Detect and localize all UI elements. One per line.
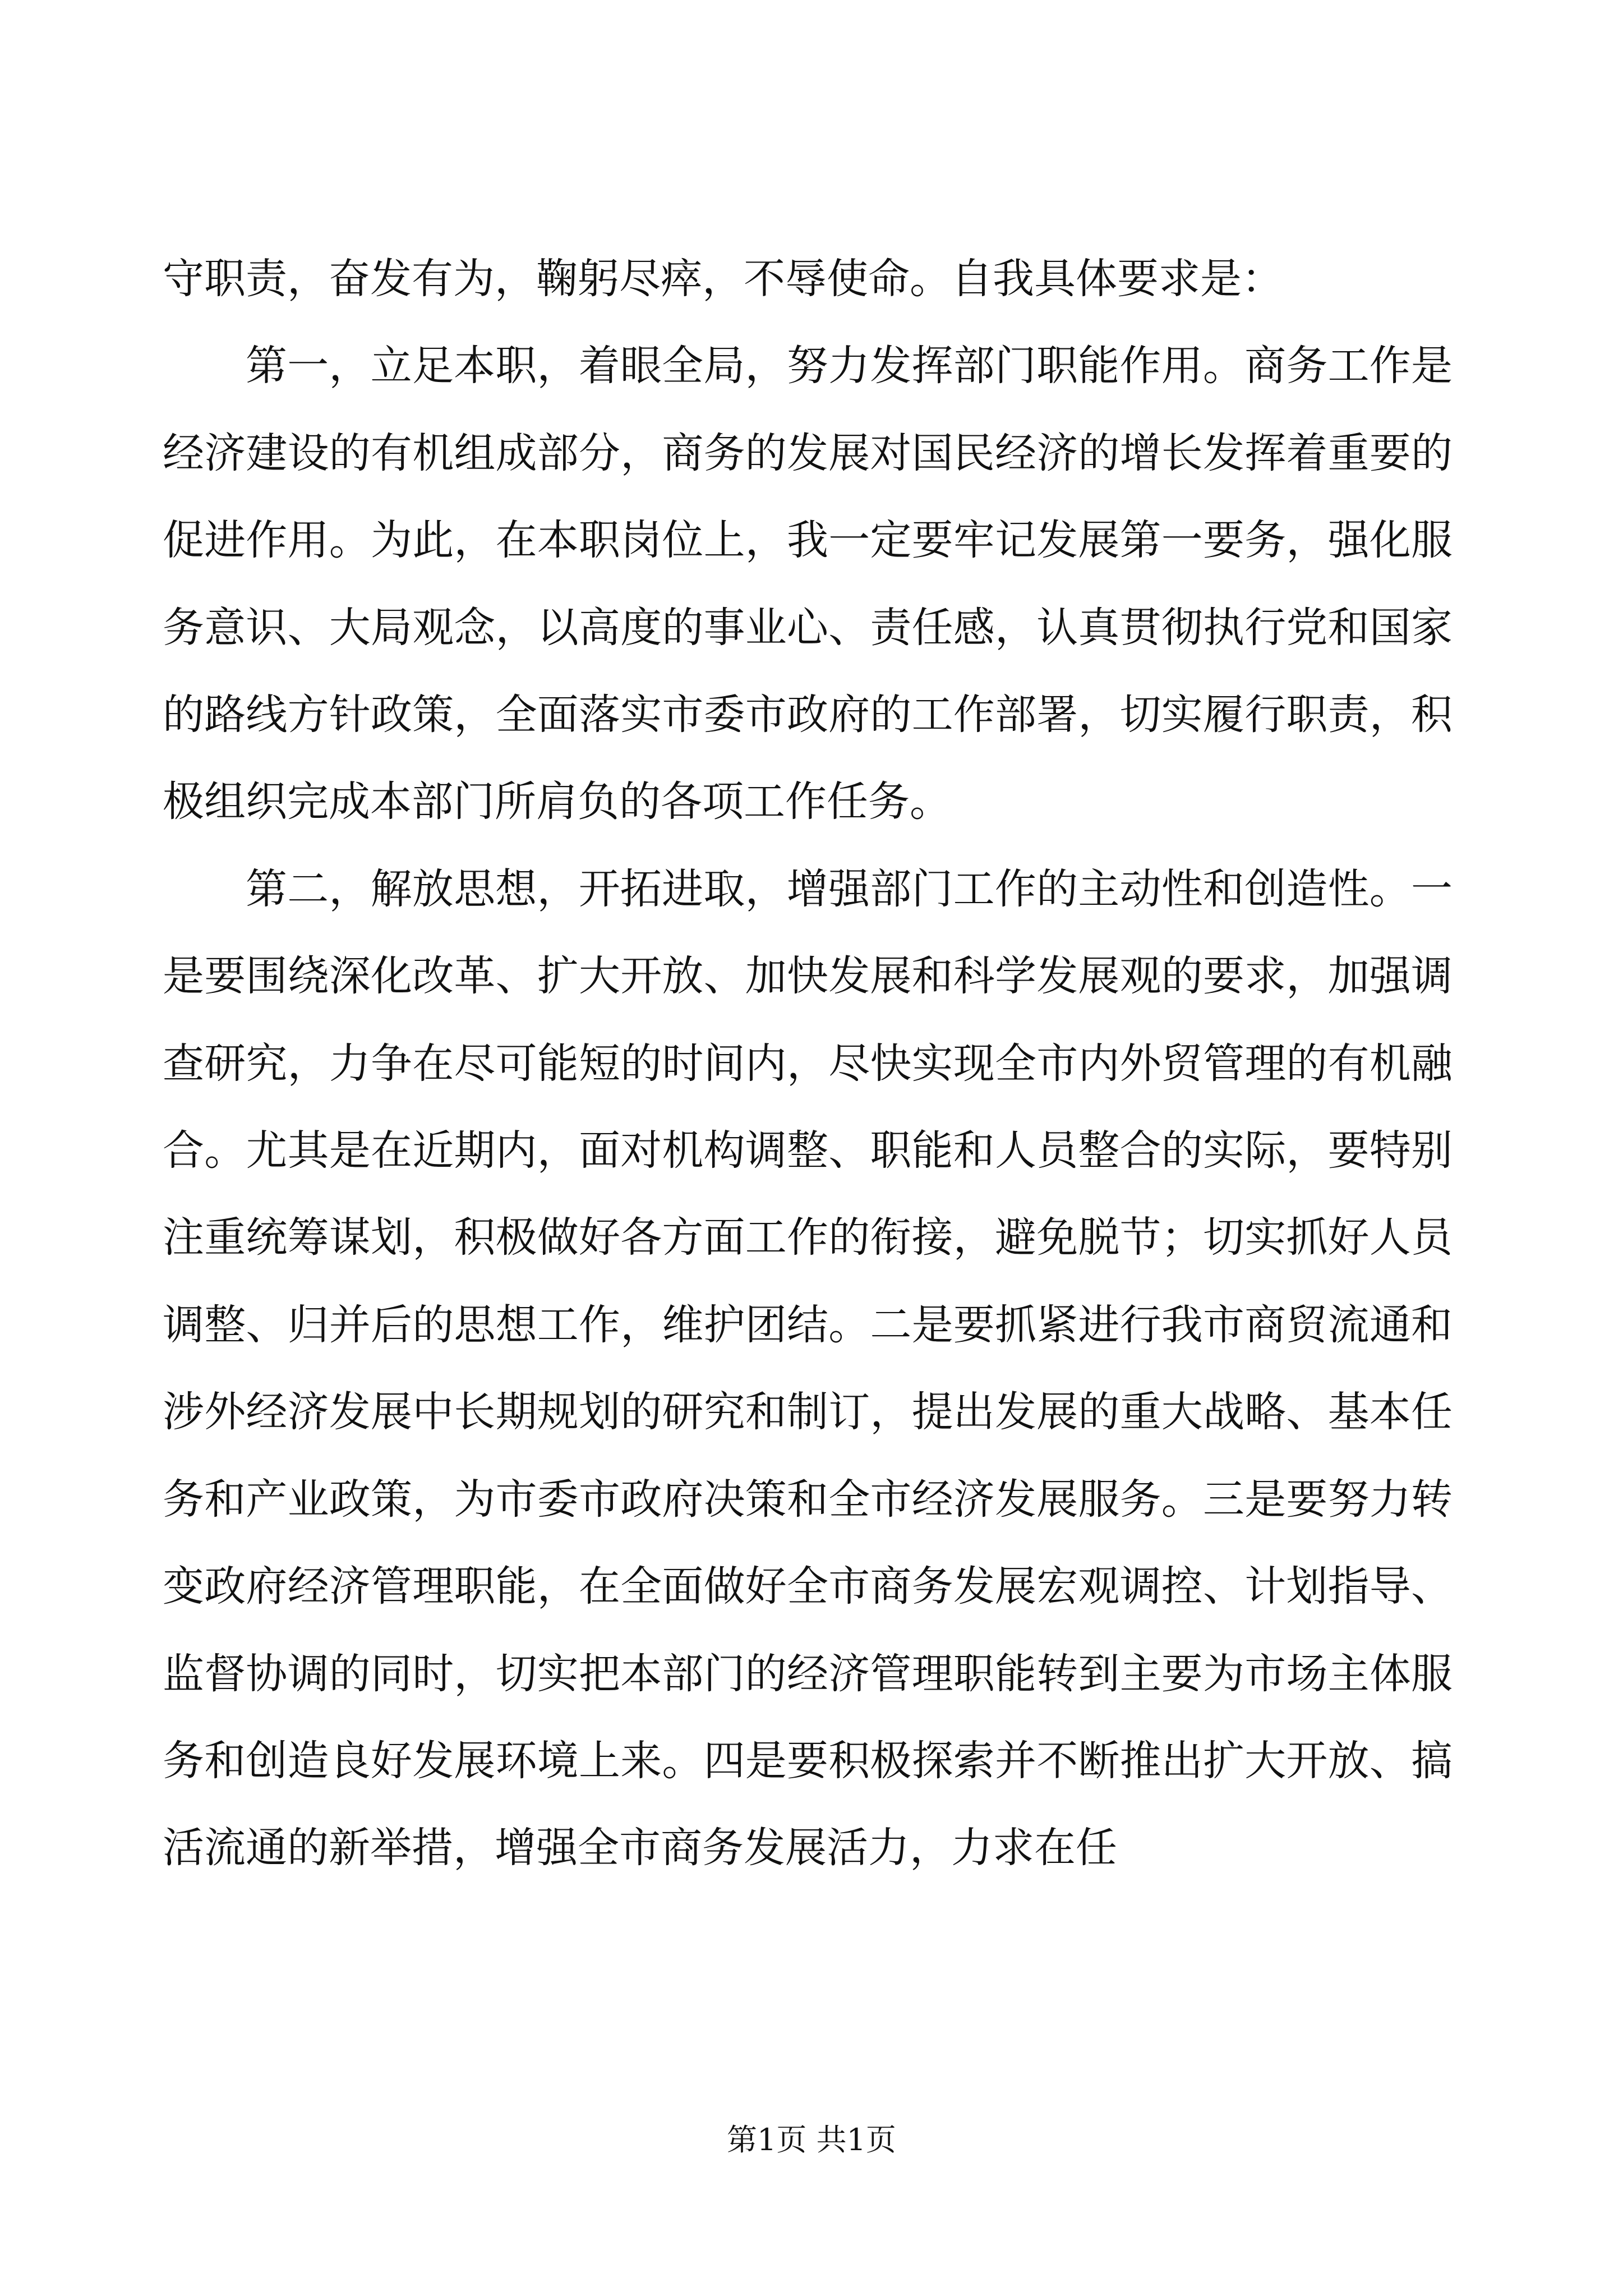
page-footer: 第1页 共1页 [727,2122,896,2157]
paragraph-second-point: 第二，解放思想，开拓进取，增强部门工作的主动性和创造性。一是要围绕深化改革、扩大开放、加快发展和科学发展观的要求，加强调查研究，力争在尽可能短的时间内，尽快实现全市内外贸管理的有机融合。尤其是在近期内，面对机构调整、职能和人员整合的实际，要特别注重统筹谋划，积极做好各方面工作的衔接，避免脱节；切实抓好人员调整、归并后的思想工作，维护团结。二是要抓紧进行我市商贸流通和涉外经济发展中长期规划的研究和制订，提出发展的重大战略、基本任务和产业政策，为市委市政府决策和全市经济发展服务。三是要努力转变政府经济管理职能，在全面做好全市商务发展宏观调控、计划指导、监督协调的同时，切实把本部门的经济管理职能转到主要为市场主体服务和创造良好发展环境上来。四是要积极探索并不断推出扩大开放、搞活流通的新举措，增强全市商务发展活力，力求在任 [163,864,1453,1872]
document-body [163,236,1453,1892]
paragraph-continuation: 守职责，奋发有为，鞠躬尽瘁，不辱使命。自我具体要求是： [163,255,1283,303]
paragraph-first-point: 第一，立足本职，着眼全局，努力发挥部门职能作用。商务工作是经济建设的有机组成部分，商务的发展对国民经济的增长发挥着重要的促进作用。为此，在本职岗位上，我一定要牢记发展第一要务，强化服务意识、大局观念，以高度的事业心、责任感，认真贯彻执行党和国家的路线方针政策，全面落实市委市政府的工作部署，切实履行职责，积极组织完成本部门所肩负的各项工作任务。 [163,342,1453,826]
